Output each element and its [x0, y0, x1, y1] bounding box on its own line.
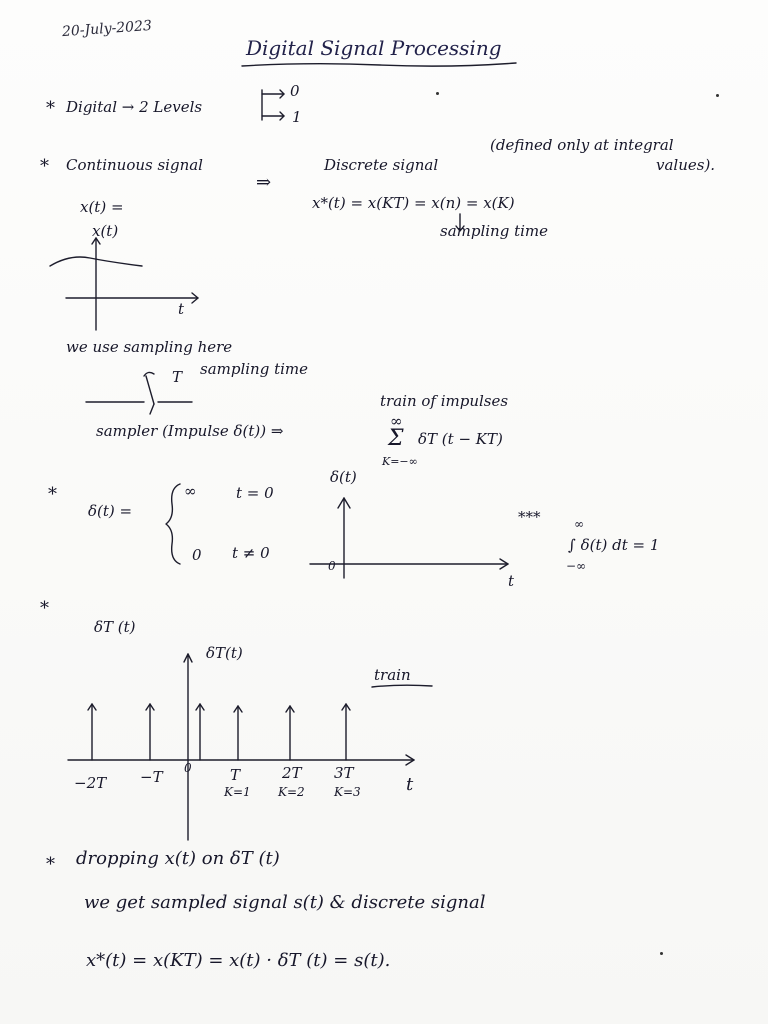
dropping-line: dropping x(t) on δT (t)	[76, 848, 280, 869]
bullet-dropping: *	[46, 854, 55, 875]
sampling-intro: we use sampling here	[66, 338, 233, 356]
bullet-delta: *	[48, 484, 57, 505]
sigma-lower: K=−∞	[382, 455, 418, 468]
sampling-time-note: sampling time	[200, 360, 309, 378]
train-heading: δT (t)	[94, 618, 136, 636]
train-origin: 0	[184, 761, 192, 775]
tick-3T: 3T	[334, 764, 354, 782]
level-1: 1	[292, 108, 302, 126]
impulse-train-graph	[60, 650, 420, 850]
k-label-1: K=1	[224, 785, 251, 799]
case-1-condition: t = 0	[236, 484, 274, 502]
bullet-continuous: *	[40, 156, 49, 177]
bullet-train: *	[40, 598, 49, 619]
continuous-signal-graph	[46, 236, 216, 336]
case-2-value: 0	[192, 546, 202, 564]
digital-text: Digital → 2 Levels	[66, 98, 203, 116]
sampling-time-label: sampling time	[440, 222, 549, 240]
train-graph-ylabel: δT(t)	[206, 644, 243, 662]
definition-note-2: values).	[656, 156, 716, 174]
tick-2T: 2T	[282, 764, 302, 782]
delta-lhs: δ(t) =	[88, 502, 133, 520]
sigma-symbol: Σ	[388, 426, 404, 451]
discrete-signal-text: Discrete signal	[324, 156, 439, 174]
paper-dot	[660, 952, 663, 955]
tick-minus-T: −T	[140, 768, 163, 786]
final-equation: x*(t) = x(KT) = x(t) · δT (t) = s(t).	[86, 950, 391, 971]
k-label-2: K=2	[278, 785, 305, 799]
sigma-upper: ∞	[390, 412, 403, 430]
k-label-3: K=3	[334, 785, 361, 799]
xt-equals: x(t) =	[80, 198, 124, 216]
case-2-condition: t ≠ 0	[232, 544, 270, 562]
integral-lower: −∞	[566, 559, 587, 573]
title-underline	[240, 58, 520, 72]
delta-graph-xlabel: t	[508, 572, 515, 590]
sampled-signal-line: we get sampled signal s(t) & discrete signal	[84, 892, 486, 913]
date-text: 20-July-2023	[61, 17, 153, 41]
graph1-ylabel: x(t)	[92, 222, 119, 240]
continuous-signal-text: Continuous signal	[66, 156, 203, 174]
train-word: train	[374, 666, 411, 684]
tick-minus-2T: −2T	[74, 774, 107, 792]
tick-T: T	[230, 766, 241, 784]
train-graph-xlabel: t	[406, 774, 414, 795]
train-of-impulses-text: train of impulses	[380, 392, 509, 410]
implies-arrow: ⇒	[256, 172, 272, 193]
definition-note-1: (defined only at integral	[490, 136, 674, 154]
sigma-expression: δT (t − KT)	[418, 430, 503, 448]
case-1-value: ∞	[184, 482, 197, 500]
delta-graph-ylabel: δ(t)	[330, 468, 357, 486]
discrete-formula: x*(t) = x(KT) = x(n) = x(K)	[312, 194, 515, 212]
graph1-xlabel: t	[178, 300, 185, 318]
paper-dot	[436, 92, 439, 95]
bullet-digital: *	[46, 98, 55, 119]
page-title: Digital Signal Processing	[246, 36, 502, 60]
integral-upper: ∞	[574, 517, 584, 531]
level-0: 0	[290, 82, 300, 100]
sampler-T-label: T	[172, 368, 183, 386]
integral-expression: ∫ δ(t) dt = 1	[568, 536, 660, 554]
paper-dot	[716, 94, 719, 97]
stars-mark: ***	[518, 508, 541, 526]
sampler-text: sampler (Impulse δ(t)) ⇒	[96, 422, 284, 440]
delta-graph-origin: 0	[328, 559, 336, 573]
